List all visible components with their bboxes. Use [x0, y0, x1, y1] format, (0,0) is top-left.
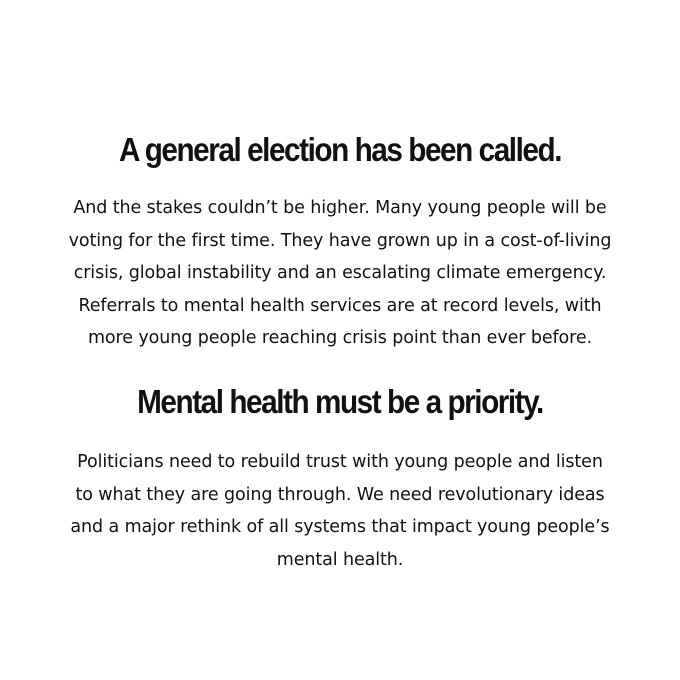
paragraph-politicians — [0, 446, 680, 576]
paragraph-line: crisis, global instability and an escalating climate emergency. — [73, 263, 607, 283]
paragraph-line: Politicians need to rebuild trust with young people and listen — [77, 452, 603, 472]
paragraph-line: more young people reaching crisis point than ever before. — [87, 328, 593, 348]
paragraph-line: And the stakes couldn’t be higher. Many young people will be — [73, 198, 607, 218]
paragraph-line: and a major rethink of all systems that impact young people’s — [70, 517, 610, 537]
heading-mental-health-priority: Mental health must be a priority. — [137, 383, 543, 420]
paragraph-stakes — [0, 192, 680, 355]
paragraph-line: to what they are going through. We need revolutionary ideas — [75, 484, 605, 505]
paragraph-line: Referrals to mental health services are at record levels, with — [78, 295, 602, 316]
paragraph-line: mental health. — [276, 549, 404, 570]
heading-general-election: A general election has been called. — [118, 131, 562, 168]
paragraph-line: voting for the first time. They have grown up in a cost-of-living — [68, 230, 612, 251]
